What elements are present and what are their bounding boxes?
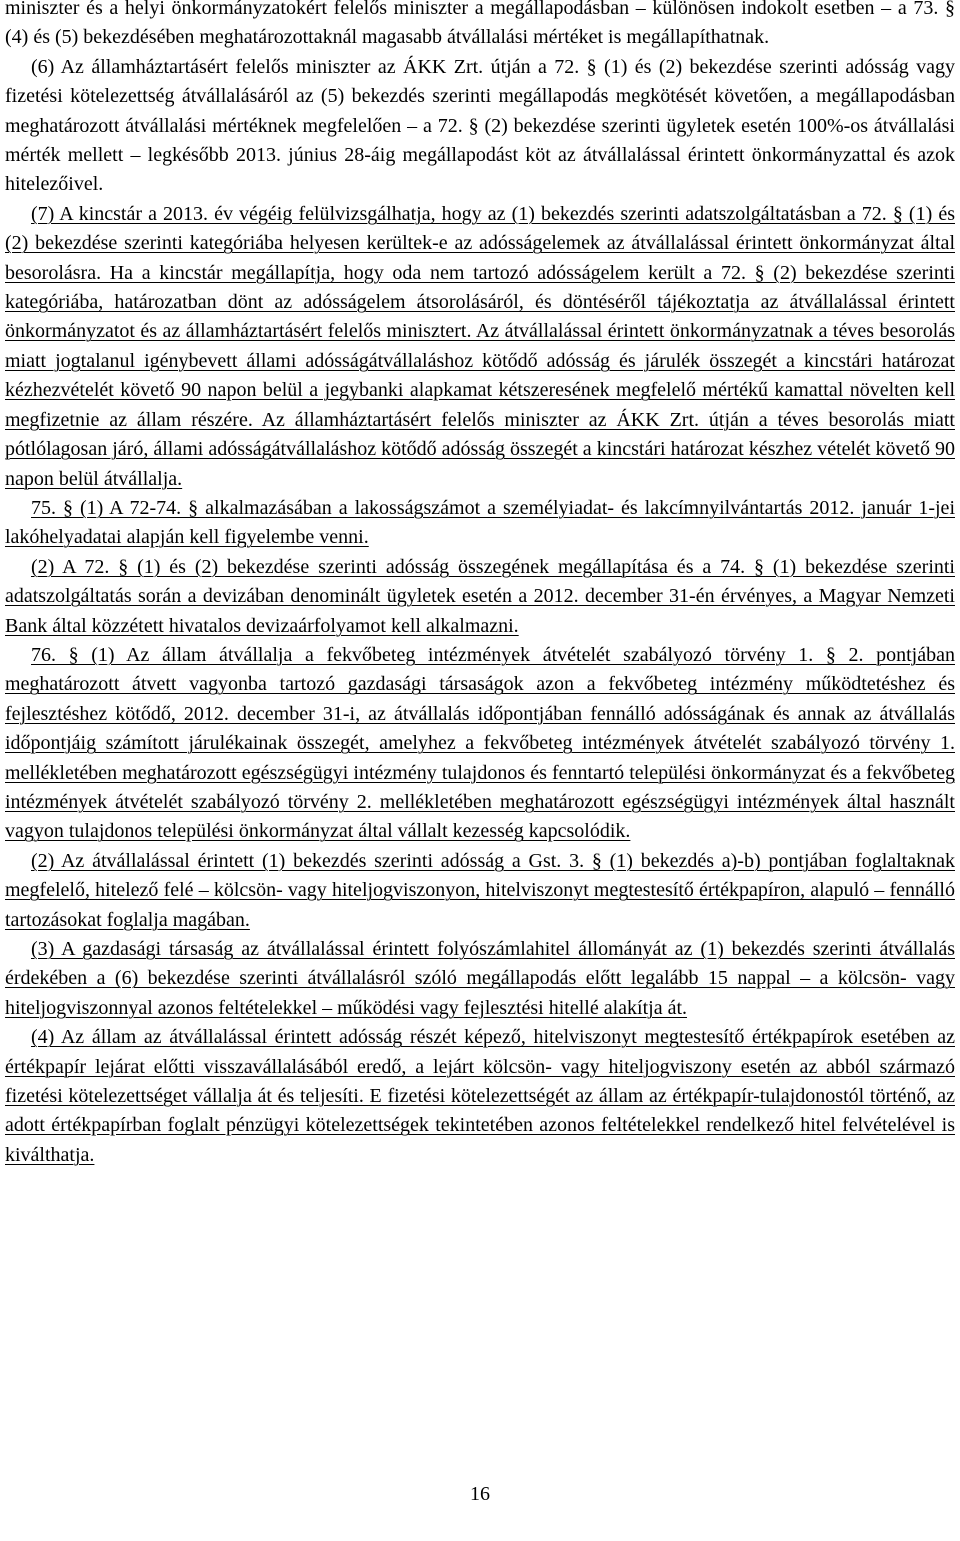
page-number: 16 xyxy=(470,1483,490,1505)
paragraph-section-76-4: (4) Az állam az átvállalással érintett adósság részét képező, hitelviszonyt megtestesítő értékpapírok esetében az értékpapír lejárat előtti visszavállalásából eredő, a lejárt kölcsön- vagy hiteljogviszony esetén az abból származó fizetési kötelezettséget vállalja át és teljesíti. E fizetési kötelezettségét az állam az értékpapír-tulajdonostól történő, az adott értékpapírban foglalt pénzügyi kötelezettségek tekintetében azonos feltételekkel rendelkező hitel felvételével is kiválthatja. xyxy=(5,1026,955,1166)
paragraph-section-76-2: (2) Az átvállalással érintett (1) bekezdés szerinti adósság a Gst. 3. § (1) bekezdés a)-b) pontjában foglaltaknak megfelelő, hitelező felé – kölcsön- vagy hiteljogviszonyon, hitelviszonyt megtestesítő értékpapíron, alapuló – fennálló tartozásokat foglalja magában. xyxy=(5,849,955,931)
paragraph-section-74-6: (6) Az államháztartásért felelős miniszter az ÁKK Zrt. útján a 72. § (1) és (2) bekezdése szerinti adósság vagy fizetési kötelezettség átvállalásáról az (5) bekezdés szerinti megállapodás megkötését követően, a megállapodásban meghatározott átvállalási mértéknek megfelelően – a 72. § (2) bekezdése szerinti ügyletek esetén 100%-os átvállalási mérték mellett – legkésőbb 2013. június 28-áig megállapodást köt az átvállalással érintett önkormányzattal és azok hitelezőivel. xyxy=(5,55,955,196)
paragraph-section-75-2: (2) A 72. § (1) és (2) bekezdése szerinti adósság összegének megállapítása és a 74. § (1) bekezdése szerinti adatszolgáltatás során a devizában denominált ügyletek esetén a 2012. december 31-én érvényes, a Magyar Nemzeti Bank által közzétett hivatalos devizaárfolyamot kell alkalmazni. xyxy=(5,555,955,637)
paragraph-section-74-5-continued: miniszter és a helyi önkormányzatokért felelős miniszter a megállapodásban – különösen indokolt esetben – a 73. § (4) és (5) bekezdésében meghatározottaknál magasabb átvállalási mértéket is megállapíthatnak. xyxy=(5,0,955,49)
document-page xyxy=(5,0,955,1170)
paragraph-section-75-1: 75. § (1) A 72-74. § alkalmazásában a lakosságszámot a személyiadat- és lakcímnyilvántartás 2012. január 1-jei lakóhelyadatai alapján kell figyelembe venni. xyxy=(5,496,955,549)
paragraph-section-76-3: (3) A gazdasági társaság az átvállalással érintett folyószámlahitel állományát az (1) bekezdés szerinti átvállalás érdekében a (6) bekezdése szerinti átvállalásról szóló megállapodás előtt legalább 15 nappal – a kölcsön- vagy hiteljogviszonnyal azonos feltételekkel – működési vagy fejlesztési hitellé alakítja át. xyxy=(5,938,955,1019)
paragraph-section-76-1: 76. § (1) Az állam átvállalja a fekvőbeteg intézmények átvételét szabályozó törvény 1. § 2. pontjában meghatározott átvett vagyonba tartozó gazdasági társaságok azon a fekvőbeteg intézmény működtetéshez és fejlesztéshez kötődő, 2012. december 31-i, az átvállalás időpontjában fennálló adósságának és annak az átvállalás időpontjáig számított járulékainak összegét, amelyhez a fekvőbeteg intézmények átvételét szabályozó törvény 1. mellékletében meghatározott egészségügyi intézmény tulajdonos és fenntartó települési önkormányzat és a fekvőbeteg intézmények átvételét szabályozó törvény 2. mellékletében meghatározott egészségügyi intézmények által használt vagyon tulajdonos települési önkormányzat által vállalt kezesség kapcsolódik. xyxy=(5,643,955,843)
paragraph-section-74-7: (7) A kincstár a 2013. év végéig felülvizsgálhatja, hogy az (1) bekezdés szerinti adatszolgáltatásban a 72. § (1) és (2) bekezdése szerinti kategóriába helyesen kerültek-e az adósságelemek az átvállalással érintett önkormányzat által besorolásra. Ha a kincstár megállapítja, hogy oda nem tartozó adósságelem került a 72. § (2) bekezdése szerinti kategóriába, határozatban dönt az adósságelem átsorolásáról, és döntéséről tájékoztatja az átvállalással érintett önkormányzatot és az államháztartásért felelős minisztert. Az átvállalással érintett önkormányzatnak a téves besorolás miatt jogtalanul igénybevett állami adósságátvállaláshoz kötődő adósság és járulék összegét a kincstári határozat kézhezvételét követő 90 napon belül a jegybanki alapkamat kétszeresének megfelelő mértékű kamattal növelten kell megfizetnie az állam részére. Az államháztartásért felelős miniszter az ÁKK Zrt. útján a téves besorolás miatt pótlólagosan járó, állami adósságátvállaláshoz kötődő adósság összegét a kincstári határozat készhez vételét követő 90 napon belül átvállalja. xyxy=(5,202,955,490)
